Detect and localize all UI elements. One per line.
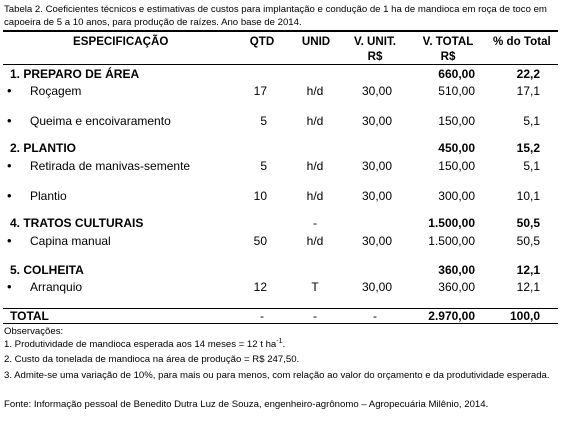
header-unid: UNID	[301, 35, 331, 48]
source-note: Fonte: Informação pessoal de Benedito Dutra Luz de Souza, engenheiro-agrônomo – Agropecuária Milênio, 2014.	[4, 399, 489, 410]
item-label: Arranquio	[30, 280, 83, 294]
value-pct: 10,1	[516, 189, 540, 203]
header-pct: % do Total	[493, 35, 551, 48]
note-1-text: 1. Produtividade de mandioca esperada aos 14 meses = 12 t ha	[4, 339, 277, 350]
value-pct: 5,1	[523, 114, 540, 128]
total-unit: -	[373, 309, 377, 323]
header-especificacao: ESPECIFICAÇÃO	[73, 35, 169, 48]
header-qtd: QTD	[249, 35, 275, 48]
value-unid: h/d	[306, 159, 324, 173]
value-pct: 5,1	[523, 159, 540, 173]
note-1	[4, 338, 556, 351]
header-vtotal: V. TOTAL	[422, 35, 474, 48]
bullet-icon: •	[7, 158, 12, 173]
value-total: 150,00	[438, 114, 475, 128]
value-pct: 15,2	[516, 141, 540, 155]
header-vtotal-currency: R$	[440, 50, 456, 63]
item-label: Roçagem	[30, 84, 82, 98]
value-pct: 22,2	[516, 67, 540, 81]
value-qtd: 5	[260, 114, 267, 128]
note-1-end: .	[282, 339, 286, 350]
value-unid: T	[311, 280, 319, 294]
header-rule	[3, 64, 558, 65]
total-qtd: -	[260, 309, 264, 323]
item-label: Plantio	[30, 189, 67, 203]
section-label: 2. PLANTIO	[10, 141, 77, 155]
note-2: 2. Custo da tonelada de mandioca na área de produção = R$ 247,50.	[4, 354, 300, 365]
value-total: 360,00	[438, 263, 475, 277]
total-pct: 100,0	[509, 309, 540, 323]
notes-title: Observações:	[4, 326, 64, 337]
value-unit: 30,00	[361, 84, 392, 98]
value-qtd: 12	[253, 280, 267, 294]
table-caption: Tabela 2. Coeficientes técnicos e estimativas de custos para implantação e condução de 1 ha de mandioca em roça de toco em capoeira de 5 a 10 anos, para produção de raízes. Ano base de 2014.	[4, 4, 547, 28]
value-qtd: 10	[253, 189, 267, 203]
value-unit: 30,00	[361, 159, 392, 173]
value-unid: -	[313, 216, 317, 230]
value-qtd: 5	[260, 159, 267, 173]
bullet-icon: •	[7, 188, 12, 203]
value-pct: 17,1	[516, 84, 540, 98]
total-label: TOTAL	[10, 309, 49, 323]
value-pct: 50,5	[516, 234, 540, 248]
value-total: 660,00	[438, 67, 475, 81]
top-rule	[3, 30, 558, 32]
value-total: 1.500,00	[428, 216, 475, 230]
item-label: Retirada de manivas-semente	[30, 159, 191, 173]
value-total: 1.500,00	[428, 234, 475, 248]
note-3: 3. Admite-se uma variação de 10%, para mais ou para menos, com relação ao valor do orçamento e da produtividade esperada.	[4, 370, 550, 381]
value-unid: h/d	[306, 234, 324, 248]
value-unit: 30,00	[361, 234, 392, 248]
section-label: 5. COLHEITA	[10, 263, 84, 277]
value-total: 510,00	[438, 84, 475, 98]
value-pct: 12,1	[516, 263, 540, 277]
value-total: 150,00	[438, 159, 475, 173]
section-label: 4. TRATOS CULTURAIS	[10, 216, 144, 230]
value-unid: h/d	[306, 114, 324, 128]
bullet-icon: •	[7, 279, 12, 294]
value-unid: h/d	[306, 84, 324, 98]
value-unit: 30,00	[361, 280, 392, 294]
value-pct: 12,1	[516, 280, 540, 294]
value-unid: h/d	[306, 189, 324, 203]
value-total: 300,00	[438, 189, 475, 203]
total-unid: -	[313, 309, 317, 323]
value-total: 450,00	[438, 141, 475, 155]
value-total: 360,00	[438, 280, 475, 294]
item-label: Queima e encoivaramento	[30, 114, 171, 128]
section-label: 1. PREPARO DE ÁREA	[10, 67, 140, 81]
value-unit: 30,00	[361, 114, 392, 128]
bullet-icon: •	[7, 113, 12, 128]
bullet-icon: •	[7, 83, 12, 98]
value-qtd: 17	[253, 84, 267, 98]
value-qtd: 50	[253, 234, 267, 248]
header-vunit-currency: R$	[367, 50, 383, 63]
value-pct: 50,5	[516, 216, 540, 230]
total-value: 2.970,00	[428, 309, 475, 323]
note-1-superscript: -1	[276, 337, 283, 345]
item-label: Capina manual	[30, 234, 111, 248]
bullet-icon: •	[7, 233, 12, 248]
header-vunit: V. UNIT.	[353, 35, 397, 48]
value-unit: 30,00	[361, 189, 392, 203]
